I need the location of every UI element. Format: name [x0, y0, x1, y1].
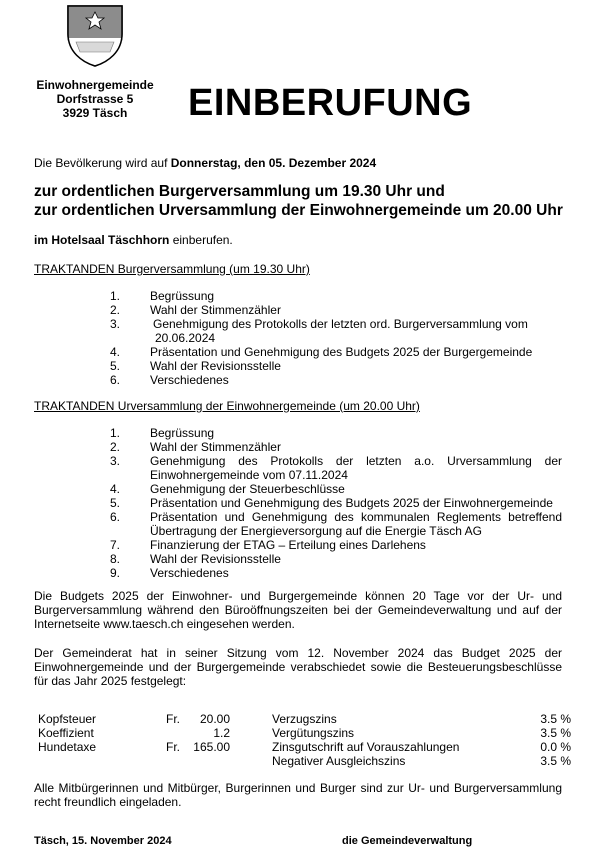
fee-label: Koeffizient — [38, 726, 94, 740]
fee-label: Kopfsteuer — [38, 712, 97, 726]
list-item: 1. Begrüssung — [110, 289, 215, 303]
list-item: 5. Präsentation und Genehmigung des Budgets 2025 der Einwohnergemeinde — [110, 496, 553, 510]
list-item: 2. Wahl der Stimmenzähler — [110, 440, 281, 454]
meeting-date: Donnerstag, den 05. Dezember 2024 — [170, 156, 377, 170]
rate-label: Negativer Ausgleichszins — [272, 754, 406, 768]
location-suffix: einberufen. — [169, 233, 233, 247]
place-date: Täsch, 15. November 2024 — [34, 835, 172, 847]
org-name: Einwohnergemeinde — [36, 78, 154, 92]
list-item: 4. Präsentation und Genehmigung des Budgets 2025 der Burgergemeinde — [110, 345, 533, 359]
meeting-headline — [34, 182, 563, 220]
list-item: 3. Genehmigung des Protokolls der letzten a.o. Urversammlung der Einwohnergemeinde vom 07.11.2024 — [110, 454, 562, 482]
fee-value-row: Fr. 20.00 — [166, 712, 230, 726]
location-line — [34, 233, 233, 247]
burger-agenda-heading: TRAKTANDEN Burgerversammlung (um 19.30 Uhr) — [34, 262, 310, 276]
rate-value: 3.5 % — [540, 712, 571, 726]
fees-right-labels — [272, 712, 459, 768]
city: 3929 Täsch — [62, 106, 128, 120]
rate-label: Verzugszins — [272, 712, 337, 726]
headline-line-1: zur ordentlichen Burgerversammlung um 19.30 Uhr und — [34, 183, 445, 200]
fee-value-row: 1.2 — [213, 726, 230, 740]
fees-left-values — [166, 712, 230, 754]
list-item: 6. Präsentation und Genehmigung des kommunalen Reglements betreffend Übertragung der Energieversorgung auf die Energie Täsch AG — [110, 510, 562, 538]
list-item: 1. Begrüssung — [110, 426, 215, 440]
fee-value-row: Fr. 165.00 — [166, 740, 230, 754]
burger-agenda-list — [110, 289, 562, 387]
signature: die Gemeindeverwaltung — [342, 835, 473, 847]
ur-agenda-heading: TRAKTANDEN Urversammlung der Einwohnergemeinde (um 20.00 Uhr) — [34, 399, 420, 413]
location-place: im Hotelsaal Täschhorn — [34, 233, 170, 247]
street: Dorfstrasse 5 — [56, 92, 134, 106]
list-item: 7. Finanzierung der ETAG – Erteilung eines Darlehens — [110, 538, 426, 552]
rate-label: Zinsgutschrift auf Vorauszahlungen — [272, 740, 460, 754]
ur-agenda-list — [110, 426, 562, 580]
rate-value: 0.0 % — [540, 740, 571, 754]
rate-value: 3.5 % — [540, 754, 571, 768]
council-paragraph: Der Gemeinderat hat in seiner Sitzung vom 12. November 2024 das Budget 2025 der Einwohnergemeinde und der Burgergemeinde verabschiedet sowie die Besteuerungsbeschlüsse für das Jahr 2025 festgelegt: — [34, 646, 562, 688]
list-item: 9. Verschiedenes — [110, 566, 229, 580]
coat-of-arms-logo — [66, 4, 124, 68]
document-title: EINBERUFUNG — [188, 82, 473, 124]
headline-line-2: zur ordentlichen Urversammlung der Einwohnergemeinde um 20.00 Uhr — [34, 202, 563, 219]
closing-paragraph: Alle Mitbürgerinnen und Mitbürger, Burgerinnen und Burger sind zur Ur- und Burgerversammlung recht freundlich eingeladen. — [34, 781, 562, 809]
list-item: 5. Wahl der Revisionsstelle — [110, 359, 281, 373]
list-item: 2. Wahl der Stimmenzähler — [110, 303, 281, 317]
list-item: 6. Verschiedenes — [110, 373, 229, 387]
list-item: 8. Wahl der Revisionsstelle — [110, 552, 281, 566]
intro-text: Die Bevölkerung wird auf — [34, 156, 171, 170]
sender-address — [30, 78, 160, 120]
fees-left-labels — [38, 712, 96, 754]
list-item: 4. Genehmigung der Steuerbeschlüsse — [110, 482, 345, 496]
intro-line — [34, 156, 376, 170]
rate-label: Vergütungszins — [272, 726, 355, 740]
list-item: 3. Genehmigung des Protokolls der letzten ord. Burgerversammlung vom 20.06.2024 — [110, 317, 528, 345]
fees-right-values — [500, 712, 571, 768]
budgets-paragraph: Die Budgets 2025 der Einwohner- und Burgergemeinde können 20 Tage vor der Ur- und Burgerversammlung während den Büroöffnungszeiten bei der Gemeindeverwaltung und auf der Internetseite www.taesch.ch eingesehen werden. — [34, 589, 562, 631]
rate-value: 3.5 % — [540, 726, 571, 740]
fee-label: Hundetaxe — [38, 740, 97, 754]
